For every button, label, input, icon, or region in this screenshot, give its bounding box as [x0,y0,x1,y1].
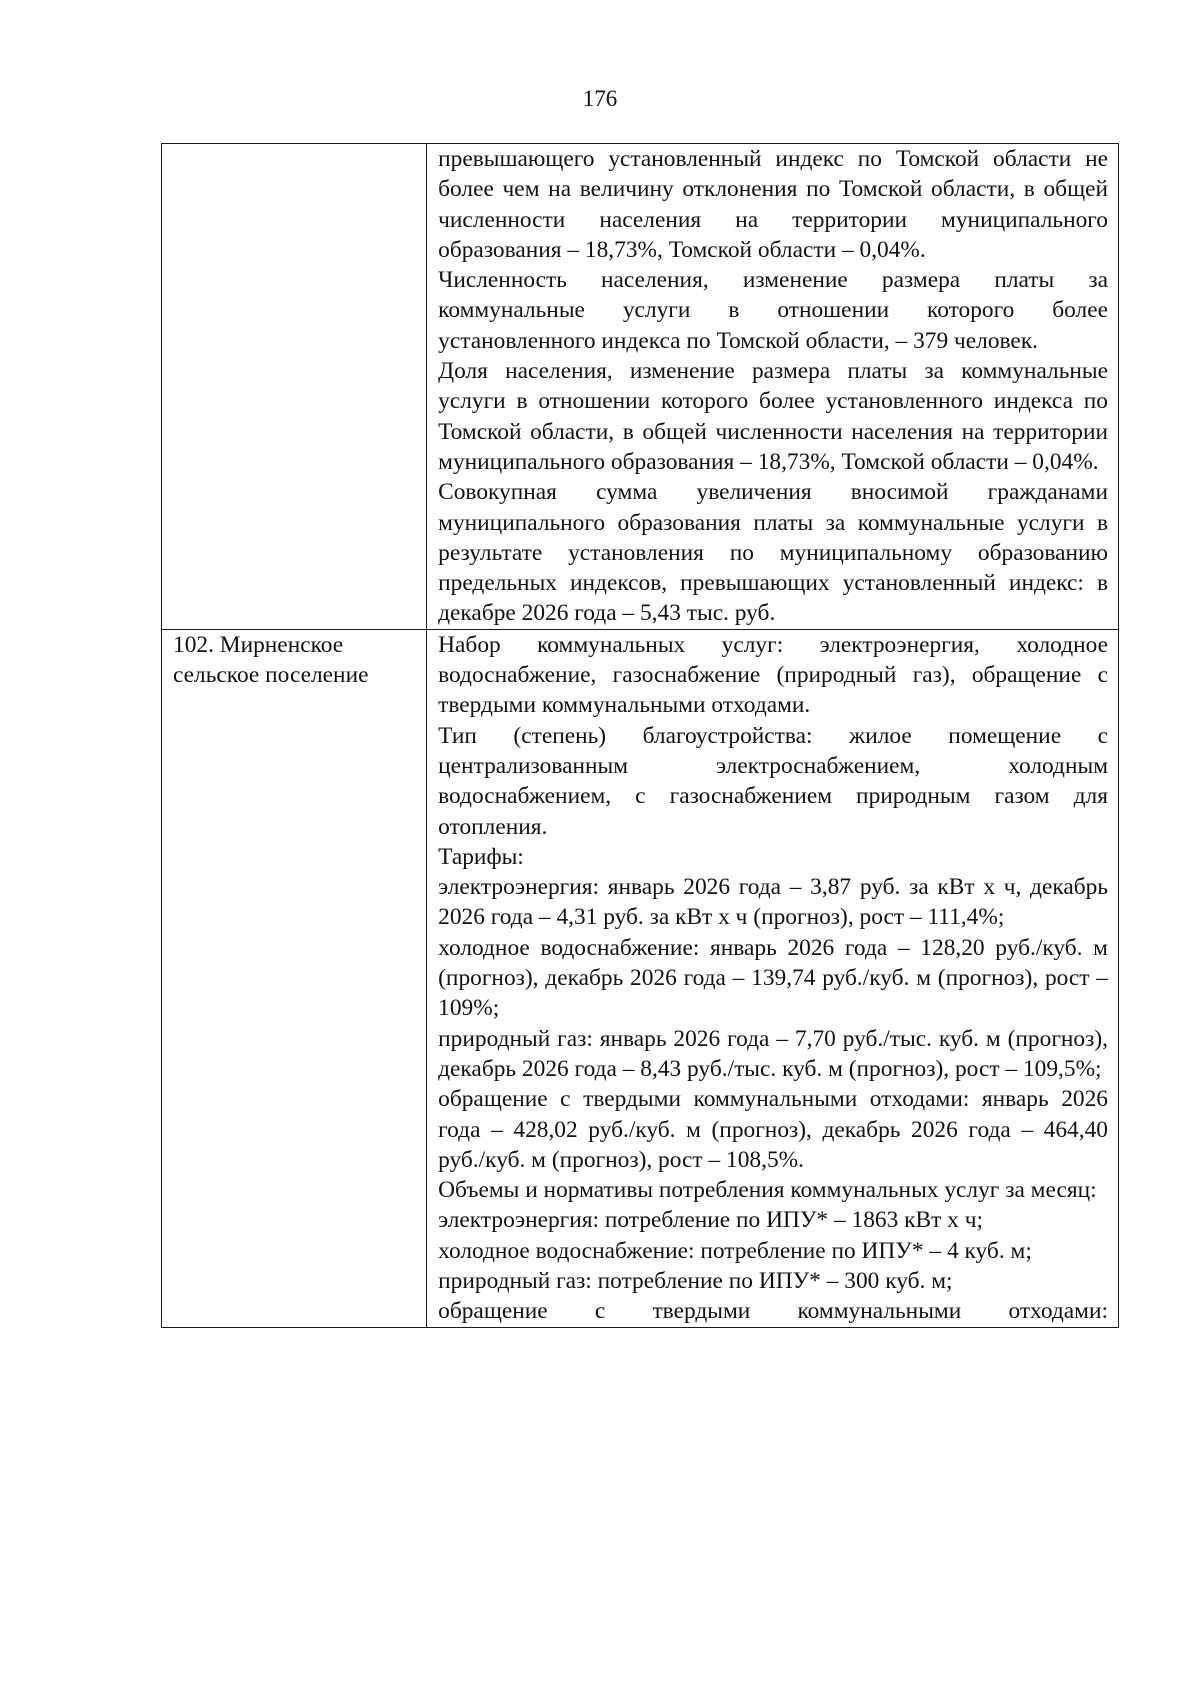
text-paragraph: холодное водоснабжение: потребление по ИПУ* – 4 куб. м; [438,1237,1032,1264]
municipal-utilities-table [161,143,1119,1328]
table-row [162,629,1119,1327]
page-number: 176 [582,86,618,111]
description-cell [427,144,1119,630]
text-paragraph: природный газ: январь 2026 года – 7,70 руб./тыс. куб. м (прогноз), декабрь 2026 года – 8,43 руб./тыс. куб. м (прогноз), рост – 109,5%; [438,1025,1108,1082]
table-row [162,144,1119,630]
text-paragraph: превышающего установленный индекс по Томской области не более чем на величину отклонения по Томской области, в общей численности населения на территории муниципального образования – 18,73%, Томской области – 0,04%. [438,146,1108,263]
text-paragraph: Доля населения, изменение размера платы за коммунальные услуги в отношении которого более установленного индекса по Томской области, в общей численности населения на территории муниципального образования – 18,73%, Томской области – 0,04%. [438,358,1108,475]
text-paragraph: обращение с твердыми коммунальными отходами: [438,1298,1108,1325]
text-paragraph: Набор коммунальных услуг: электроэнергия, холодное водоснабжение, газоснабжение (природный газ), обращение с твердыми коммунальными отходами. [438,631,1108,719]
municipality-cell [162,144,427,630]
text-paragraph: природный газ: потребление по ИПУ* – 300 куб. м; [438,1267,953,1294]
text-paragraph: Численность населения, изменение размера платы за коммунальные услуги в отношении которого более установленного индекса по Томской области, – 379 человек. [438,267,1108,354]
description-cell [427,629,1119,1327]
municipality-cell: 102. Мирненское сельское поселение [162,629,427,1327]
text-paragraph: Тарифы: [438,843,524,870]
text-paragraph: электроэнергия: потребление по ИПУ* – 1863 кВт х ч; [438,1207,983,1234]
text-paragraph: Тип (степень) благоустройства: жилое помещение с централизованным электроснабжением, холодным водоснабжением, с газоснабжением природным газом для отопления. [438,722,1108,840]
text-paragraph: Совокупная сумма увеличения вносимой гражданами муниципального образования платы за коммунальные услуги в результате установления по муниципальному образованию предельных индексов, превышающих установленный индекс: в декабре 2026 года – 5,43 тыс. руб. [438,479,1108,627]
text-paragraph: электроэнергия: январь 2026 года – 3,87 руб. за кВт х ч, декабрь 2026 года – 4,31 руб. за кВт х ч (прогноз), рост – 111,4%; [438,874,1108,931]
text-paragraph: холодное водоснабжение: январь 2026 года – 128,20 руб./куб. м (прогноз), декабрь 2026 года – 139,74 руб./куб. м (прогноз), рост – 109%; [438,934,1108,1022]
text-paragraph: обращение с твердыми коммунальными отходами: январь 2026 года – 428,02 руб./куб. м (прогноз), декабрь 2026 года – 464,40 руб./куб. м (прогноз), рост – 108,5%. [438,1086,1108,1173]
text-paragraph: Объемы и нормативы потребления коммунальных услуг за месяц: [438,1177,1097,1204]
